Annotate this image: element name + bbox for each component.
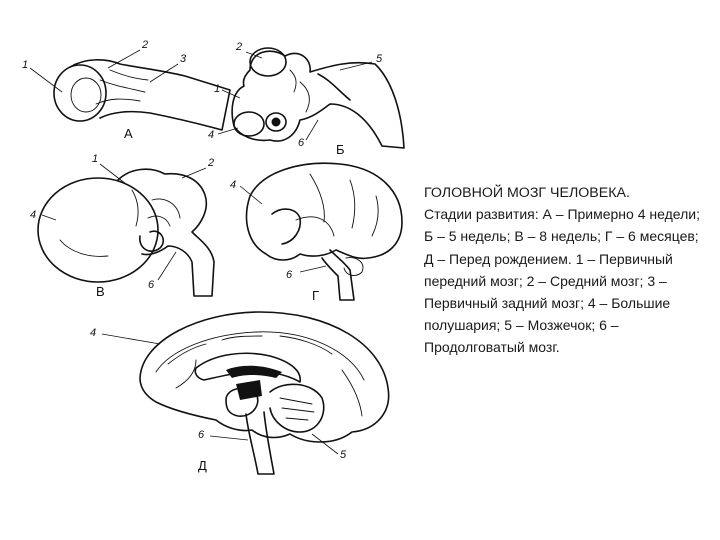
label-d-4: 4 — [90, 327, 97, 339]
stage-g-labels — [230, 179, 326, 303]
label-d-5: 5 — [340, 449, 347, 461]
label-v-2: 2 — [208, 157, 215, 169]
label-v-1: 1 — [92, 153, 99, 165]
label-b-2: 2 — [236, 41, 243, 53]
stage-g-drawing — [247, 163, 402, 300]
stage-v-drawing — [38, 169, 214, 296]
stage-a-drawing — [54, 60, 230, 130]
stage-v-letter: В — [96, 284, 105, 299]
label-a-3: 3 — [180, 53, 187, 65]
label-b-6: 6 — [298, 137, 305, 149]
stage-d-letter: Д — [198, 458, 207, 473]
caption-title: ГОЛОВНОЙ МОЗГ ЧЕЛОВЕКА. — [424, 185, 630, 201]
label-v-4: 4 — [30, 209, 37, 221]
stage-a-labels — [22, 39, 187, 141]
stage-b-letter: Б — [336, 142, 345, 157]
stage-a-letter: А — [124, 126, 133, 141]
label-a-2: 2 — [142, 39, 149, 51]
stage-d-labels — [90, 327, 347, 473]
figure-caption — [424, 183, 712, 360]
stage-g-letter: Г — [312, 288, 320, 303]
label-b-1: 1 — [214, 83, 221, 95]
label-g-6: 6 — [286, 269, 293, 281]
label-g-4: 4 — [230, 179, 237, 191]
label-b-5: 5 — [376, 53, 383, 65]
label-a-1: 1 — [22, 59, 29, 71]
caption-body: Стадии развития: А – Примерно 4 недели; Б – 5 недель; В – 8 недель; Г – 6 месяцев; Д – Перед рождением. 1 – Первичный передний мозг; 2 – Средний мозг; 3 – Первичный задний мозг; 4 – Большие полушария; 5 – Мозжечок; 6 – Продолговатый мозг. — [424, 206, 700, 356]
stage-d-drawing — [140, 312, 389, 474]
label-v-6: 6 — [148, 279, 155, 291]
label-b-4: 4 — [208, 129, 215, 141]
label-d-6: 6 — [198, 429, 205, 441]
